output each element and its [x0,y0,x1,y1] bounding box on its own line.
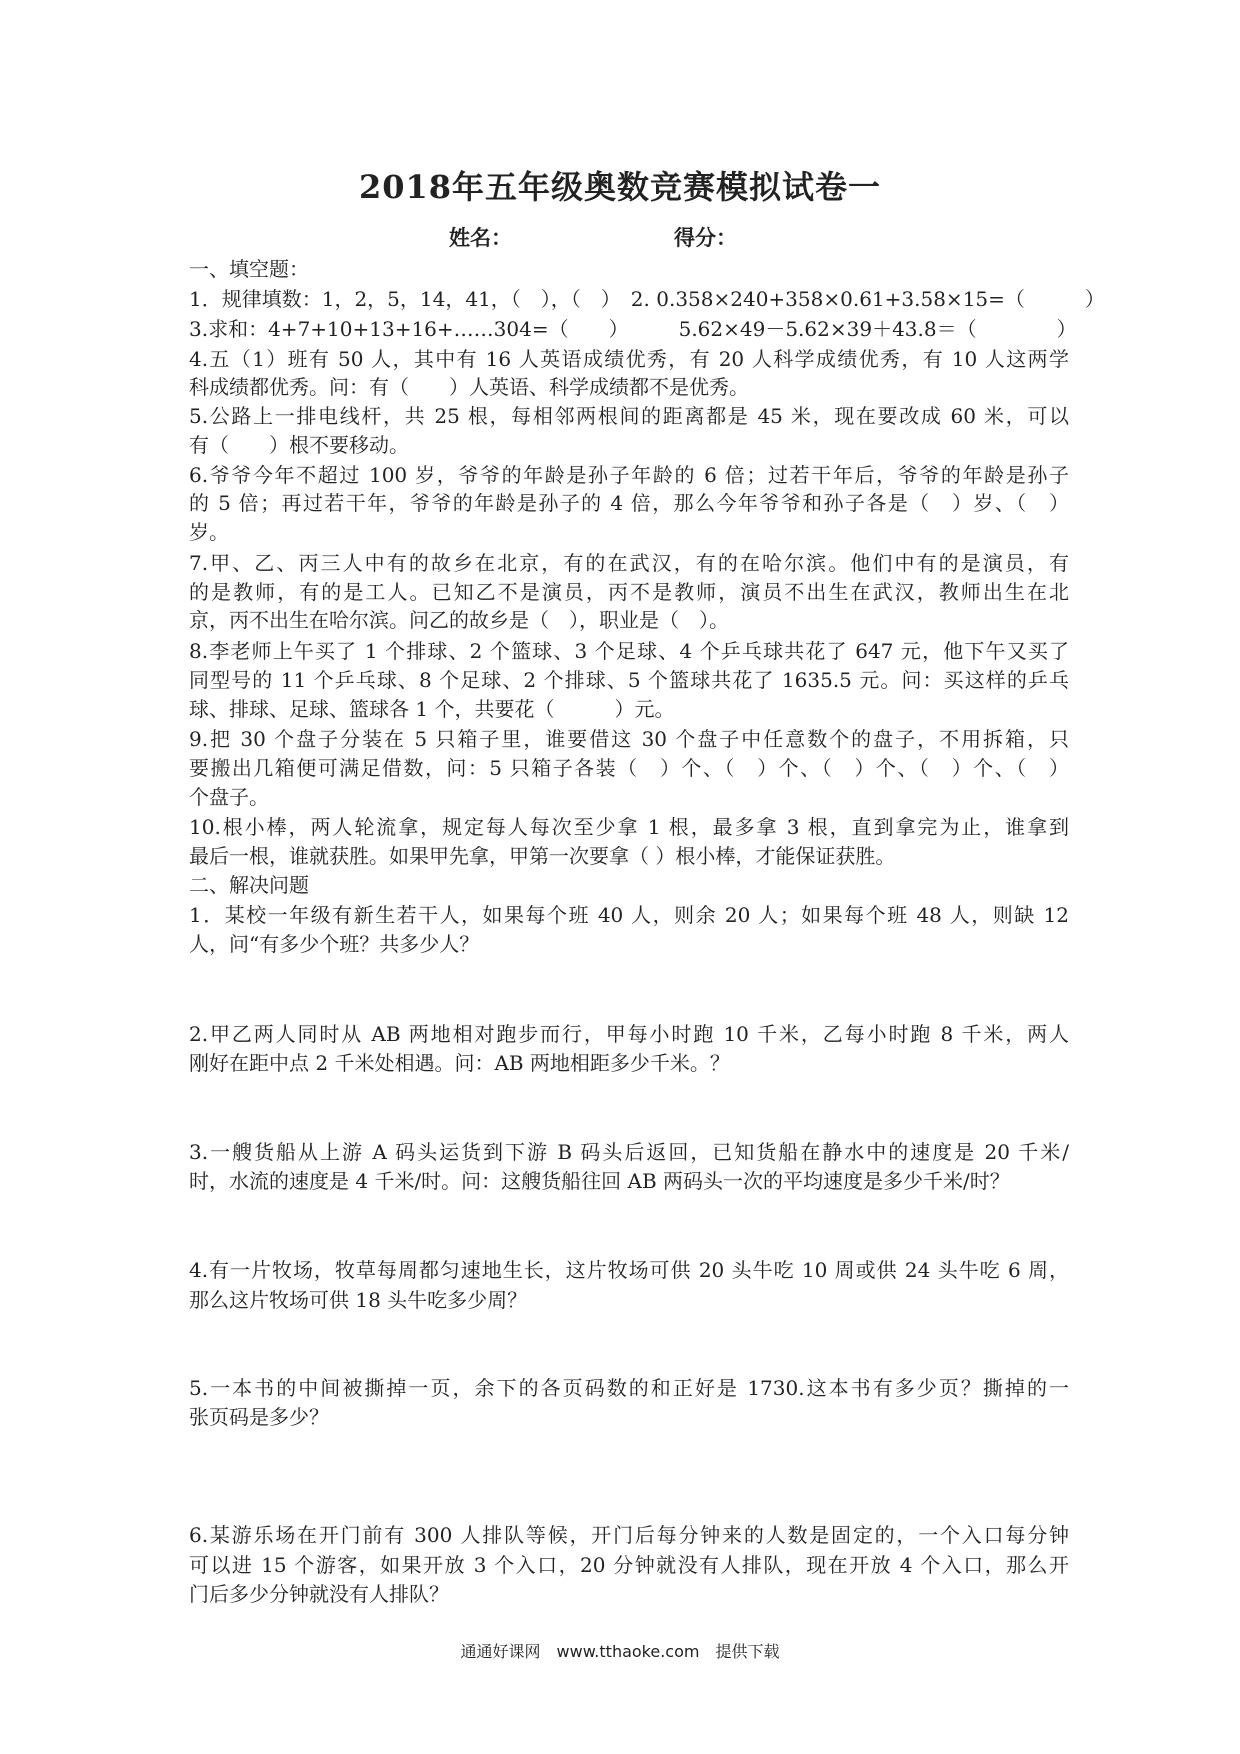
question-line: 岁。 [189,520,229,544]
question-line: 4.五（1）班有 50 人，其中有 16 人英语成绩优秀，有 20 人科学成绩优秀，有 10 人这两学 [189,347,1069,371]
problem-line: 张页码是多少？ [189,1405,329,1429]
question-line: 6.爷爷今年不超过 100 岁，爷爷的年龄是孙子年龄的 6 倍；过若干年后，爷爷的年龄是孙子 [189,463,1069,487]
name-label: 姓名： [449,225,512,250]
question-line: 最后一根，谁就获胜。如果甲先拿，甲第一次要拿（ ）根小棒，才能保证获胜。 [189,844,896,868]
question-line: 要搬出几箱便可满足借数，问：5 只箱子各装（ ）个、（ ）个、（ ）个、（ ）个、（ ） [189,756,1069,780]
question-line: 10.根小棒，两人轮流拿，规定每人每次至少拿 1 根，最多拿 3 根，直到拿完为止，谁拿到 [189,815,1069,839]
question-line: 的 5 倍；再过若干年，爷爷的年龄是孙子的 4 倍，那么今年爷爷和孙子各是（ ）岁、（ ） [189,491,1069,515]
problem-line: 1．某校一年级有新生若干人，如果每个班 40 人，则余 20 人；如果每个班 48 人，则缺 12 [189,903,1069,927]
problem-line: 刚好在距中点 2 千米处相遇。问：AB 两地相距多少千米。？ [189,1051,730,1075]
section-heading-problems: 二、解决问题 [189,873,309,897]
score-label: 得分： [674,225,737,250]
question-line: 有（ ）根不要移动。 [189,433,409,457]
problem-line: 4.有一片牧场，牧草每周都匀速地生长，这片牧场可供 20 头牛吃 10 周或供 24 头牛吃 6 周， [189,1258,1069,1282]
problem-line: 5.一本书的中间被撕掉一页，余下的各页码数的和正好是 1730.这本书有多少页？撕掉的一 [189,1376,1069,1400]
section-heading-fill-blanks: 一、填空题： [189,257,309,281]
problem-line: 3.一艘货船从上游 A 码头运货到下游 B 码头后返回，已知货船在静水中的速度是 20 千米/ [189,1140,1069,1164]
question-line: 同型号的 11 个乒乓球、8 个足球、2 个排球、5 个篮球共花了 1635.5 元。问：买这样的乒乓 [189,668,1069,692]
question-line: 3.求和：4+7+10+13+16+……304=（ ） 5.62×49－5.62×39＋43.8＝（ ） [189,317,1077,341]
problem-line: 人，问“有多少个班？共多少人？ [189,932,480,956]
problem-line: 6.某游乐场在开门前有 300 人排队等候，开门后每分钟来的人数是固定的，一个入口每分钟 [189,1523,1069,1547]
question-line: 1．规律填数：1，2，5，14，41，（ ），（ ） 2. 0.358×240+358×0.61+3.58×15=（ ） [189,287,1105,311]
question-line: 科成绩都优秀。问：有（ ）人英语、科学成绩都不是优秀。 [189,375,749,399]
question-line: 个盘子。 [189,785,269,809]
problem-line: 时，水流的速度是 4 千米/时。问：这艘货船往回 AB 两码头一次的平均速度是多少千米/时？ [189,1169,1010,1193]
problem-line: 那么这片牧场可供 18 头牛吃多少周？ [189,1288,528,1312]
question-line: 京，丙不出生在哈尔滨。问乙的故乡是（ ），职业是（ ）。 [189,608,729,632]
page-footer: 通通好课网 www.tthaoke.com 提供下载 [460,1642,780,1661]
page-title: 2018年五年级奥数竞赛模拟试卷一 [358,168,882,206]
problem-line: 2.甲乙两人同时从 AB 两地相对跑步而行，甲每小时跑 10 千米，乙每小时跑 8 千米，两人 [189,1022,1069,1046]
question-line: 球、排球、足球、篮球各 1 个，共要花（ ）元。 [189,697,675,721]
question-line: 7.甲、乙、丙三人中有的故乡在北京，有的在武汉，有的在哈尔滨。他们中有的是演员，有 [189,551,1069,575]
problem-line: 门后多少分钟就没有人排队？ [189,1582,449,1606]
question-line: 的是教师，有的是工人。已知乙不是演员，丙不是教师，演员不出生在武汉，教师出生在北 [189,580,1069,604]
question-line: 8.李老师上午买了 1 个排球、2 个篮球、3 个足球、4 个乒乓球共花了 647 元，他下午又买了 [189,639,1069,663]
question-line: 9.把 30 个盘子分装在 5 只箱子里，谁要借这 30 个盘子中任意数个的盘子，不用拆箱，只 [189,727,1069,751]
problem-line: 可以进 15 个游客，如果开放 3 个入口，20 分钟就没有人排队，现在开放 4 个入口，那么开 [189,1553,1069,1577]
question-line: 5.公路上一排电线杆，共 25 根，每相邻两根间的距离都是 45 米，现在要改成 60 米，可以 [189,404,1069,428]
